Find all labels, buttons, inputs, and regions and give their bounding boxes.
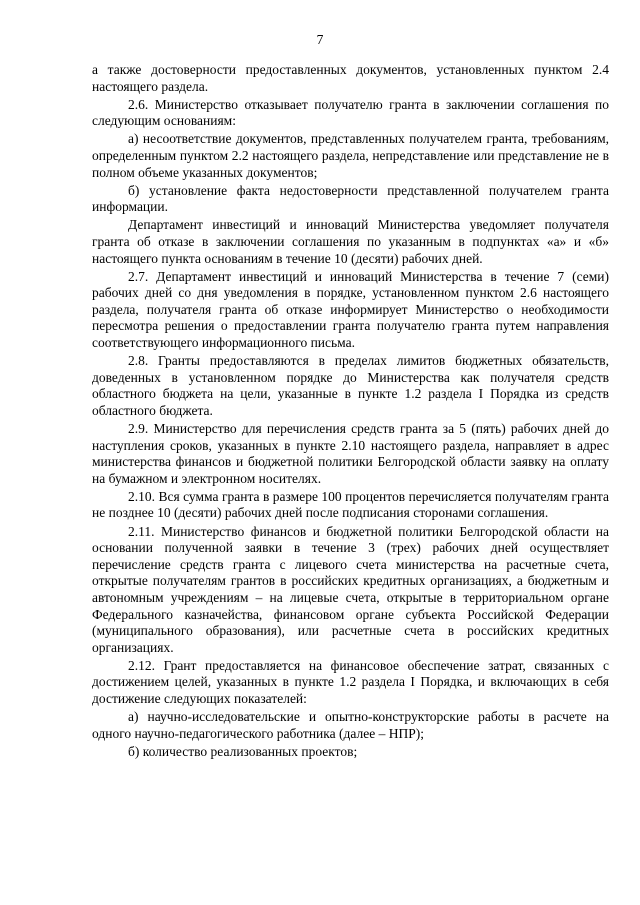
paragraph-2-12-b: б) количество реализованных проектов; [128,743,358,759]
page-number: 7 [316,32,324,47]
paragraph-2-6-b: б) установление факта недостоверности представленной получателем гранта информации. [92,182,609,215]
paragraph-2-12: 2.12. Грант предоставляется на финансовое обеспечение затрат, связанных с достижением целей, указанных в пункте 1.2 раздела I Порядка, и включающих в себя достижение следующих показателей: [92,657,609,706]
paragraph-continuation: а также достоверности предоставленных документов, установленных пунктом 2.4 настоящего раздела. [92,62,609,94]
paragraph-2-9: 2.9. Министерство для перечисления средств гранта за 5 (пять) рабочих дней до наступления сроков, указанных в пункте 2.10 настоящего раздела, направляет в адрес министерства финансов и бюджетной политики Белгородской области заявку на оплату на бумажном и электронном носителях. [92,420,609,486]
paragraph-2-6: 2.6. Министерство отказывает получателю гранта в заключении соглашения по следующим основаниям: [92,96,609,129]
paragraph-2-7: 2.7. Департамент инвестиций и инноваций Министерства в течение 7 (семи) рабочих дней со дня уведомления в порядке, установленном пунктом 2.6 настоящего раздела, получателя гранта об отказе информирует Министерство о необходимости пересмотра решения о предоставлении гранта получателю гранта путем направления соответствующего информационного письма. [92,268,609,350]
paragraph-department-notice: Департамент инвестиций и инноваций Министерства уведомляет получателя гранта об отказе в заключении соглашения по указанным в подпунктах «а» и «б» настоящего пункта основаниям в течение 10 (десяти) рабочих дней. [92,217,609,266]
document-body [92,62,609,762]
paragraph-2-11: 2.11. Министерство финансов и бюджетной политики Белгородской области на основании полученной заявки в течение 3 (трех) рабочих дней осуществляет перечисление средств гранта с лицевого счета министерства на расчетные счета, открытые получателям грантов в российских кредитных организациях, а бюджетным и автономным учреждениям – на лицевые счета, открытые в территориальном органе Федерального казначейства, финансовом органе субъекта Российской Федерации (муниципального образования), или расчетные счета в российских кредитных организациях. [92,523,609,655]
paragraph-2-6-a: а) несоответствие документов, представленных получателем гранта, требованиям, определенным пунктом 2.2 настоящего раздела, непредставление или представление не в полном объеме указанных документов; [92,131,609,180]
paragraph-2-8: 2.8. Гранты предоставляются в пределах лимитов бюджетных обязательств, доведенных в установленном порядке до Министерства как получателя средств областного бюджета на цели, указанные в пункте 1.2 раздела I Порядка из средств областного бюджета. [92,353,609,418]
paragraph-2-12-a: а) научно-исследовательские и опытно-конструкторские работы в расчете на одного научно-педагогического работника (далее – НПР); [92,709,609,741]
paragraph-2-10: 2.10. Вся сумма гранта в размере 100 процентов перечисляется получателям гранта не позднее 10 (десяти) рабочих дней после подписания сторонами соглашения. [92,488,609,521]
